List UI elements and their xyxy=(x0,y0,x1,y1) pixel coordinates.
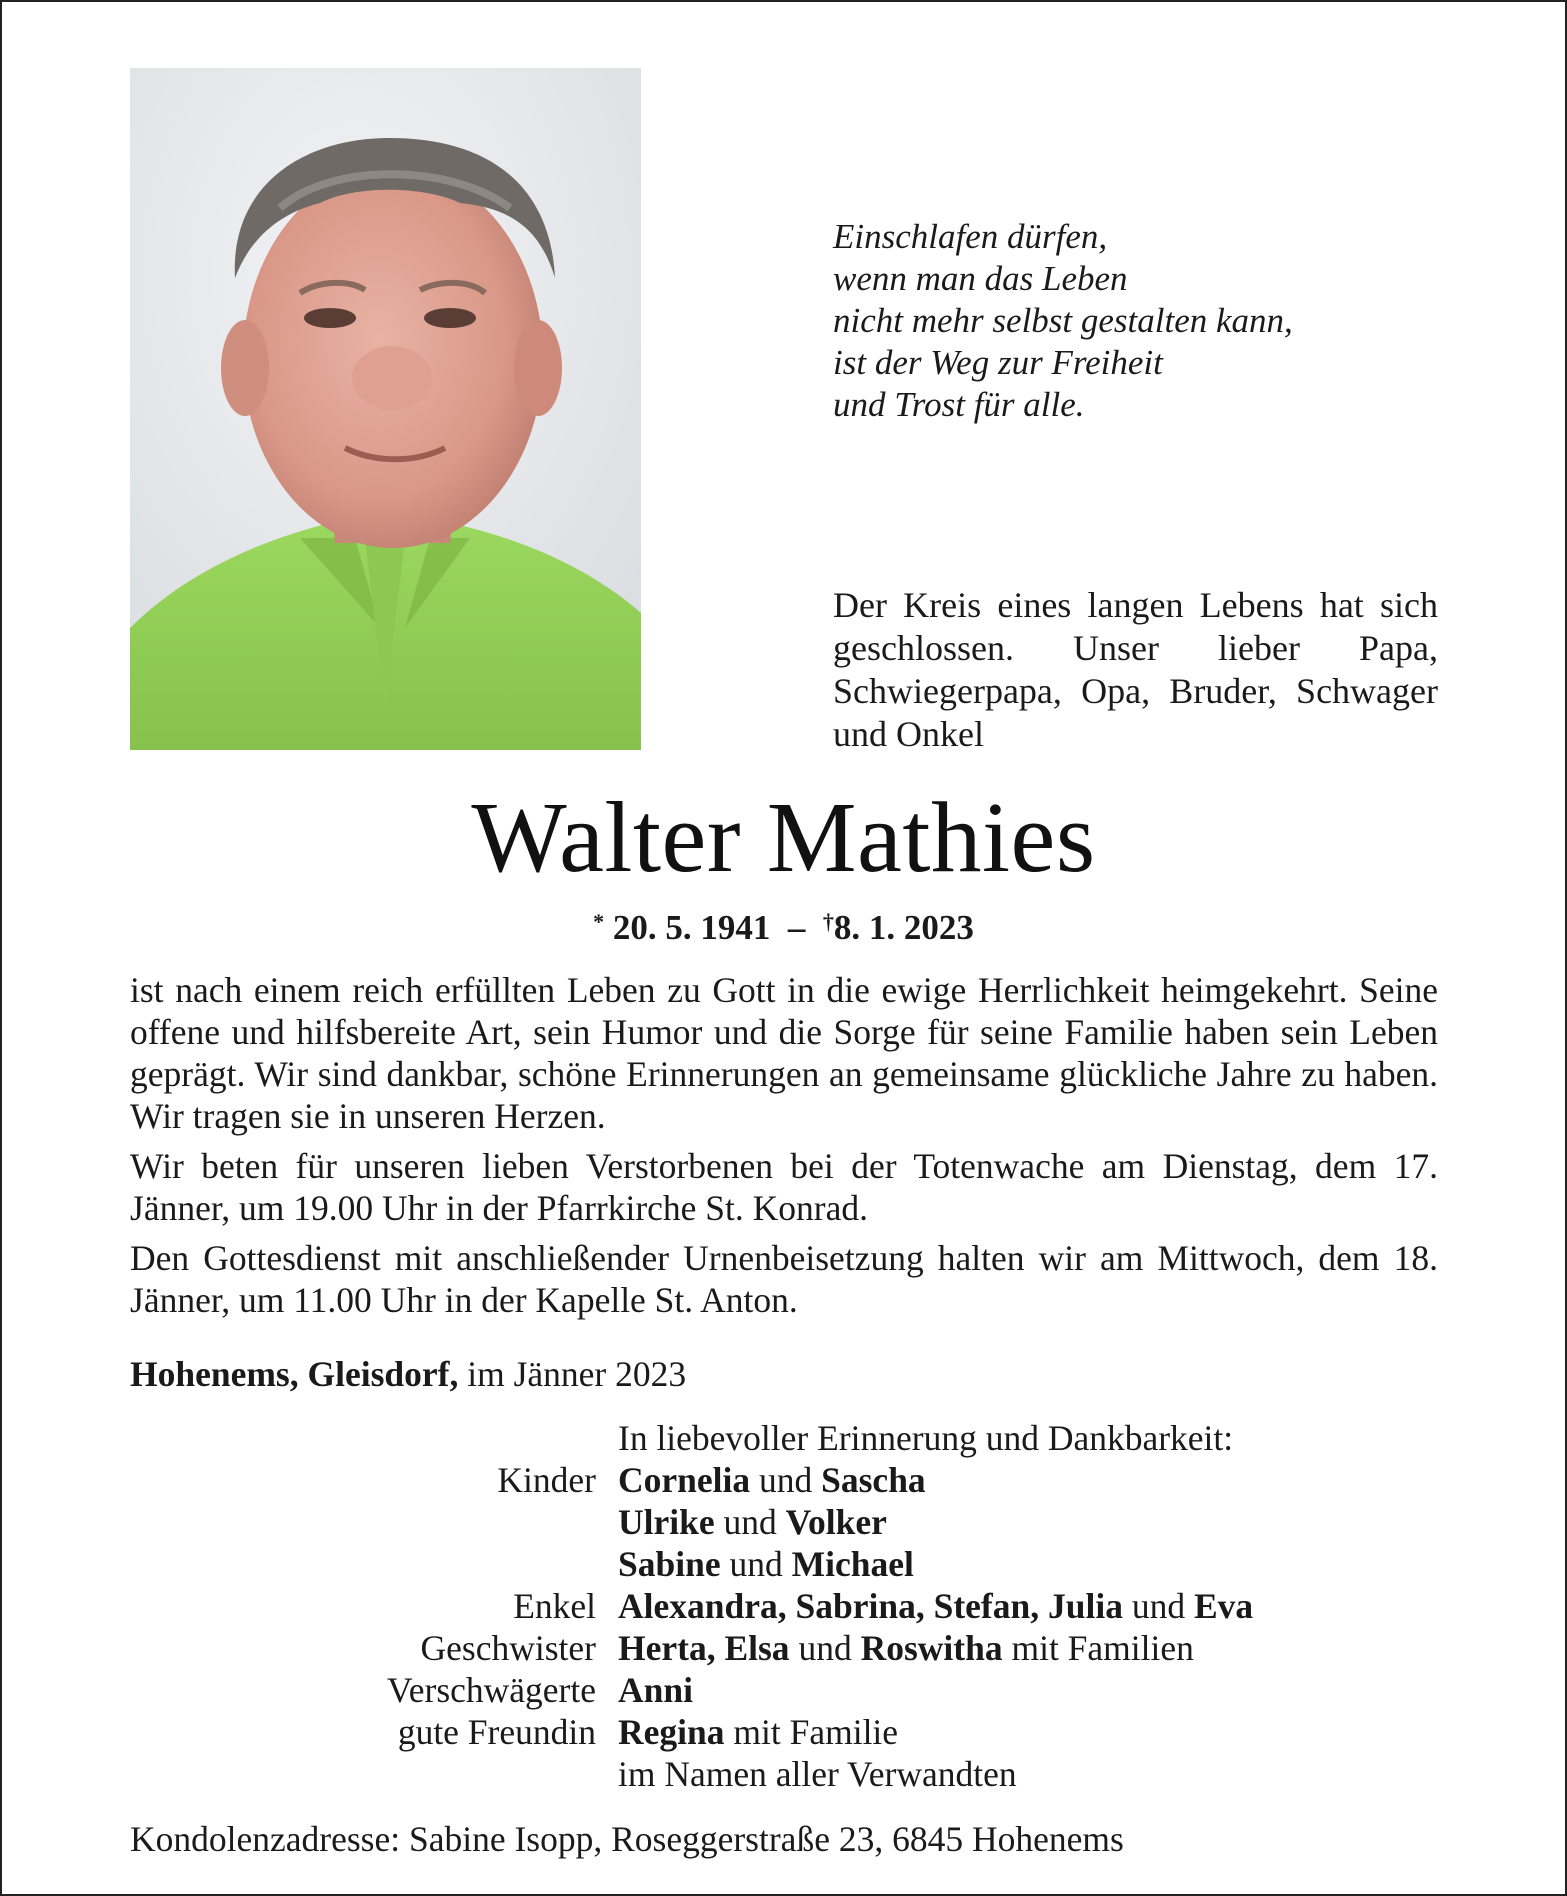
mourners-closing-row xyxy=(130,1753,1450,1795)
mourner-label: Kinder xyxy=(497,1460,596,1500)
mourner-connector: mit Familie xyxy=(733,1712,899,1752)
poem-line: und Trost für alle. xyxy=(833,385,1085,424)
mourner-row-geschwister xyxy=(130,1627,1450,1669)
paragraph-life: ist nach einem reich erfüllten Leben zu Gott in die ewige Herrlichkeit heimgekehrt. Seine offene und hilfsbereite Art, sein Humor und die Sorge für seine Familie haben sein Leben geprägt. Wir sind dankbar, schöne Erinnerungen an gemeinsame glückliche Jahre zu haben. Wir tragen sie in unseren Herzen. xyxy=(130,970,1438,1136)
mourner-connector: und xyxy=(1131,1586,1186,1626)
poem-line: Einschlafen dürfen, xyxy=(833,217,1108,256)
obituary-body xyxy=(130,969,1438,1329)
mourner-name: Regina xyxy=(618,1712,725,1752)
mourner-name: Sabine xyxy=(618,1544,721,1584)
mourner-name: Cornelia xyxy=(618,1460,751,1500)
mourner-label: Verschwägerte xyxy=(387,1670,596,1710)
mourner-label: Enkel xyxy=(513,1586,596,1626)
place-and-date xyxy=(130,1353,686,1395)
life-dates xyxy=(0,900,1567,950)
mourner-name: Alexandra, Sabrina, Stefan, Julia xyxy=(618,1586,1123,1626)
mourners-heading-row xyxy=(130,1417,1450,1459)
mourner-name: Anni xyxy=(618,1670,693,1710)
mourner-connector: und xyxy=(798,1628,852,1668)
mourner-name: Sascha xyxy=(821,1460,926,1500)
paragraph-wake: Wir beten für unseren lieben Verstorbenen bei der Totenwache am Dienstag, dem 17. Jänner, um 19.00 Uhr in der Pfarrkirche St. Konrad. xyxy=(130,1146,1438,1228)
mourner-connector: und xyxy=(723,1502,777,1542)
mourners-heading: In liebevoller Erinnerung und Dankbarkeit: xyxy=(618,1418,1234,1458)
paragraph-funeral: Den Gottesdienst mit anschließender Urnenbeisetzung halten wir am Mittwoch, dem 18. Jänner, um 11.00 Uhr in der Kapelle St. Anton. xyxy=(130,1238,1438,1320)
mourner-row-kinder xyxy=(130,1459,1450,1501)
mourner-connector: und xyxy=(759,1460,813,1500)
deceased-name: Walter Mathies xyxy=(471,781,1096,893)
mourner-row-kinder-2 xyxy=(130,1501,1450,1543)
poem-line: ist der Weg zur Freiheit xyxy=(833,343,1163,382)
death-symbol: † xyxy=(822,909,834,934)
birth-symbol: * xyxy=(593,909,605,934)
poem-line: wenn man das Leben xyxy=(833,259,1128,298)
mourner-label: Geschwister xyxy=(420,1628,596,1668)
intro-text: Der Kreis eines langen Lebens hat sich geschlossen. Unser lieber Papa, Schwiegerpapa, Opa, Bruder, Schwager und Onkel xyxy=(833,585,1438,754)
poem xyxy=(833,216,1493,426)
mourner-row-verschwaegerte xyxy=(130,1669,1450,1711)
mourner-row-freundin xyxy=(130,1711,1450,1753)
mourners-list xyxy=(130,1417,1450,1795)
mourner-row-kinder-3 xyxy=(130,1543,1450,1585)
mourner-name: Herta, Elsa xyxy=(618,1628,790,1668)
portrait-illustration xyxy=(130,68,641,750)
birth-date: 20. 5. 1941 xyxy=(612,908,771,947)
death-date: 8. 1. 2023 xyxy=(833,908,974,947)
mourner-label: gute Freundin xyxy=(397,1712,596,1752)
mourner-connector: mit Familien xyxy=(1011,1628,1194,1668)
condolence-address: Kondolenzadresse: Sabine Isopp, Roseggerstraße 23, 6845 Hohenems xyxy=(130,1819,1124,1859)
mourner-name: Eva xyxy=(1193,1586,1254,1626)
place-month: im Jänner 2023 xyxy=(467,1354,687,1394)
poem-line: nicht mehr selbst gestalten kann, xyxy=(833,301,1293,340)
place-locations: Hohenems, Gleisdorf, xyxy=(130,1354,459,1394)
mourners-closing: im Namen aller Verwandten xyxy=(618,1754,1017,1794)
date-separator: – xyxy=(787,908,806,947)
portrait-photo xyxy=(130,68,641,750)
mourner-name: Volker xyxy=(785,1502,887,1542)
mourner-row-enkel xyxy=(130,1585,1450,1627)
mourner-connector: und xyxy=(729,1544,783,1584)
mourner-name: Michael xyxy=(791,1544,914,1584)
mourner-name: Roswitha xyxy=(860,1628,1003,1668)
mourner-name: Ulrike xyxy=(618,1502,715,1542)
